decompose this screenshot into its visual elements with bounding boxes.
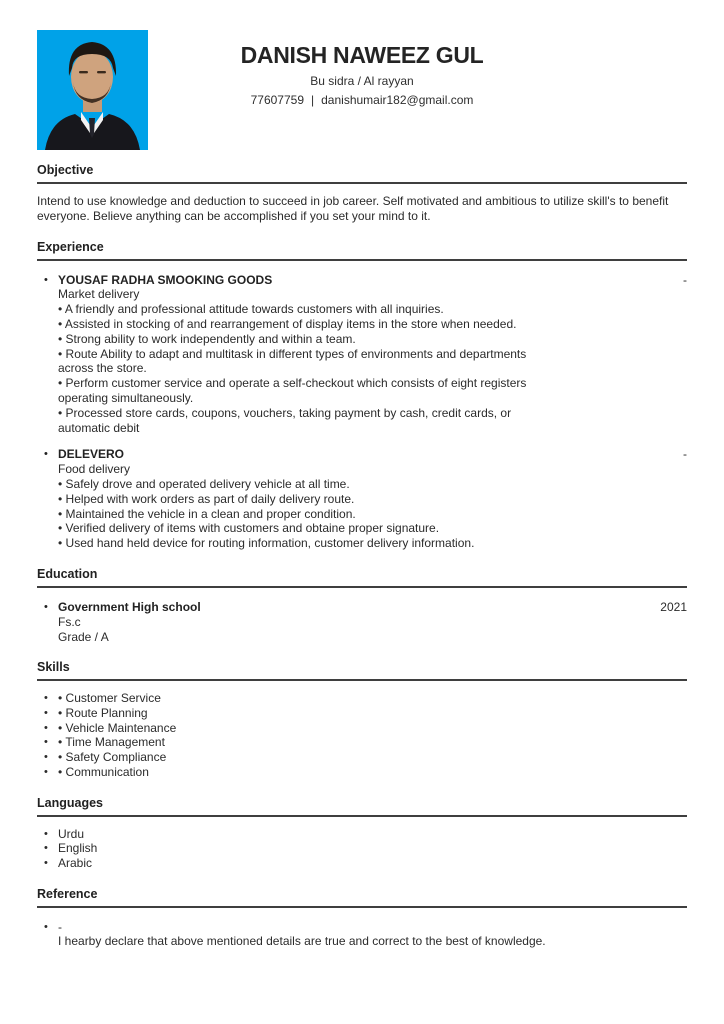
languages-title: Languages — [37, 796, 687, 817]
reference-declaration: I hearby declare that above mentioned details are true and correct to the best of knowledge. — [58, 934, 546, 949]
profile-photo-illustration — [37, 30, 148, 150]
reference-title: Reference — [37, 887, 687, 908]
experience-bullet: • Perform customer service and operate a self-checkout which consists of eight registers operating simultaneously. — [58, 376, 527, 405]
experience-entry — [37, 273, 687, 436]
reference-dash: • - — [37, 920, 687, 935]
objective-text: Intend to use knowledge and deduction to succeed in job career. Self motivated and ambitious to utilize skill's to benefit everyone. Believe anything can be accomplished if you set your mind to it. — [37, 194, 669, 223]
candidate-name: DANISH NAWEEZ GUL — [240, 42, 484, 68]
phone-number: 77607759 — [250, 93, 304, 107]
skill-item: • • Customer Service — [37, 691, 687, 706]
experience-bullet: • Route Ability to adapt and multitask in different types of environments and departments across the store. — [58, 346, 527, 376]
person-face — [71, 51, 113, 103]
language-item: • Urdu — [37, 827, 687, 842]
education-entry — [37, 600, 687, 644]
skill-item: • • Vehicle Maintenance — [37, 721, 687, 736]
profile-photo — [37, 30, 148, 150]
company-name: • DELEVERO — [37, 447, 124, 462]
person-eyebrow-left — [79, 71, 88, 73]
school-name: • Government High school — [37, 600, 201, 615]
language-item: • English — [37, 841, 687, 856]
experience-date: - — [683, 272, 687, 287]
person-eyebrow-right — [97, 71, 106, 73]
email-address: danishumair182@gmail.com — [321, 93, 474, 107]
language-item: • Arabic — [37, 856, 687, 871]
contact-separator: | — [311, 93, 315, 107]
section-skills — [37, 660, 687, 779]
experience-date: - — [683, 447, 687, 462]
job-role: Market delivery — [58, 287, 140, 302]
objective-title: Objective — [37, 163, 687, 184]
skill-item: • • Route Planning — [37, 706, 687, 721]
section-objective — [37, 163, 687, 224]
languages-list — [37, 827, 687, 871]
experience-bullet: • Used hand held device for routing information, customer delivery information. — [58, 536, 475, 551]
section-languages — [37, 796, 687, 871]
skills-title: Skills — [37, 660, 687, 681]
job-role: Food delivery — [58, 462, 131, 477]
section-experience — [37, 240, 687, 551]
experience-bullet: • Processed store cards, coupons, vouchers, taking payment by cash, credit cards, or automatic debit — [58, 405, 512, 435]
experience-bullet: • Verified delivery of items with customers and obtaine proper signature. — [58, 521, 440, 536]
education-grade: Grade / A — [58, 629, 109, 644]
section-reference — [37, 887, 687, 950]
resume-body — [37, 163, 687, 949]
skill-item: • • Time Management — [37, 735, 687, 750]
skill-item: • • Safety Compliance — [37, 750, 687, 765]
education-date: 2021 — [660, 599, 687, 614]
reference-entry — [37, 920, 687, 950]
company-name: • YOUSAF RADHA SMOOKING GOODS — [37, 273, 272, 288]
experience-bullet: • Maintained the vehicle in a clean and proper condition. — [58, 506, 356, 521]
experience-bullet: • Safely drove and operated delivery vehicle at all time. — [58, 476, 350, 491]
experience-bullet: • A friendly and professional attitude towards customers with all inquiries. — [58, 302, 444, 317]
skills-list — [37, 691, 687, 779]
education-entry-head — [37, 600, 687, 615]
experience-bullet: • Assisted in stocking of and rearrangement of display items in the store when needed. — [58, 316, 517, 331]
experience-bullets — [37, 477, 545, 551]
resume-header — [0, 0, 724, 163]
experience-entry-head — [37, 447, 687, 462]
experience-bullet: • Helped with work orders as part of daily delivery route. — [58, 491, 355, 506]
experience-title: Experience — [37, 240, 687, 261]
candidate-location: Bu sidra / Al rayyan — [310, 74, 414, 88]
experience-bullet: • Strong ability to work independently and within a team. — [58, 331, 356, 346]
experience-entry — [37, 447, 687, 551]
skill-item: • • Communication — [37, 765, 687, 780]
experience-entry-head — [37, 273, 687, 288]
education-title: Education — [37, 567, 687, 588]
section-education — [37, 567, 687, 644]
education-degree: Fs.c — [58, 614, 81, 629]
experience-bullets — [37, 302, 545, 435]
